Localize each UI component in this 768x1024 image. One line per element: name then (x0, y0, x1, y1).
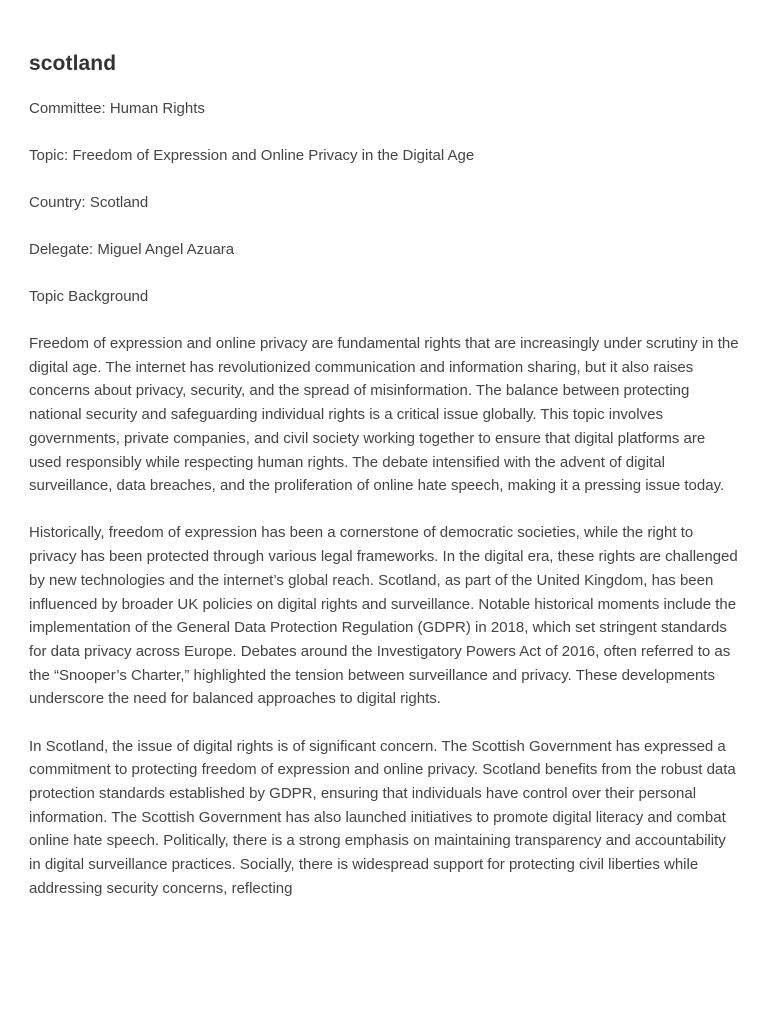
body-paragraph: Historically, freedom of expression has been a cornerstone of democratic societies, while the right to privacy has been protected through various legal frameworks. In the digital era, these rights are challenged by new technologies and the internet’s global reach. Scotland, as part of the United Kingdom, has been influenced by broader UK policies on digital rights and surveillance. Notable historical moments include the implementation of the General Data Protection Regulation (GDPR) in 2018, which set stringent standards for data privacy across Europe. Debates around the Investigatory Powers Act of 2016, often referred to as the “Snooper’s Charter,” highlighted the tension between surveillance and privacy. These developments underscore the need for balanced approaches to digital rights. (29, 524, 738, 708)
topic-line: Topic: Freedom of Expression and Online Privacy in the Digital Age (29, 147, 475, 164)
body-paragraph: In Scotland, the issue of digital rights is of significant concern. The Scottish Government has expressed a commitment to protecting freedom of expression and online privacy. Scotland benefits from the robust data protection standards established by GDPR, ensuring that individuals have control over their personal information. The Scottish Government has also launched initiatives to promote digital literacy and combat online hate speech. Politically, there is a strong emphasis on maintaining transparency and accountability in digital surveillance practices. Socially, there is widespread support for protecting civil liberties while addressing security concerns, reflecting (29, 737, 736, 897)
document-title: scotland (29, 52, 117, 75)
delegate-line: Delegate: Miguel Angel Azuara (29, 241, 235, 258)
body-paragraph: Freedom of expression and online privacy are fundamental rights that are increasingly under scrutiny in the digital age. The internet has revolutionized communication and information sharing, but it also raises concerns about privacy, security, and the spread of misinformation. The balance between protecting national security and safeguarding individual rights is a critical issue globally. This topic involves governments, private companies, and civil society working together to ensure that digital platforms are used responsibly while respecting human rights. The debate intensified with the advent of digital surveillance, data breaches, and the proliferation of online hate speech, making it a pressing issue today. (29, 335, 739, 495)
country-line: Country: Scotland (29, 194, 149, 211)
committee-line: Committee: Human Rights (29, 100, 205, 117)
section-heading: Topic Background (29, 288, 149, 305)
